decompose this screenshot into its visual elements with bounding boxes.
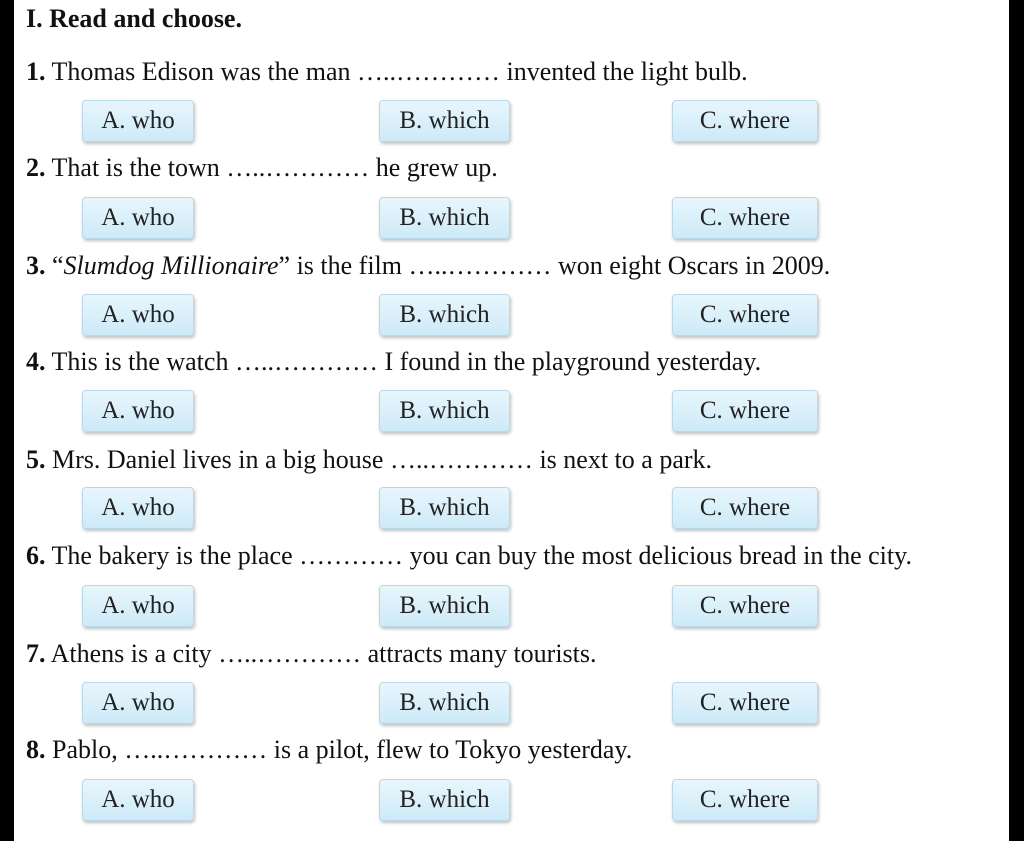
film-title: Slumdog Millionaire	[63, 251, 279, 280]
question-text-before: Pablo,	[52, 735, 118, 764]
question-text-after: he grew up.	[375, 153, 498, 182]
option-c-button[interactable]: C. where	[672, 585, 818, 627]
option-c-button[interactable]: C. where	[672, 100, 818, 142]
question-text-after: is next to a park.	[539, 445, 713, 474]
option-b-button[interactable]: B. which	[379, 197, 510, 239]
answer-blank: …..…………	[408, 251, 552, 280]
question-text-before: Thomas Edison was the man	[51, 57, 351, 86]
question-text-after: won eight Oscars in 2009.	[558, 251, 831, 280]
answer-blank: …..…………	[234, 347, 378, 376]
question-number: 2.	[26, 153, 46, 182]
question-7	[26, 639, 597, 669]
option-a-button[interactable]: A. who	[82, 197, 194, 239]
question-text-before: ” is the film	[278, 251, 403, 280]
question-number: 8.	[26, 735, 46, 764]
option-c-button[interactable]: C. where	[672, 682, 818, 724]
option-b-button[interactable]: B. which	[379, 390, 510, 432]
question-number: 7.	[26, 639, 46, 668]
option-b-button[interactable]: B. which	[379, 682, 510, 724]
question-number: 1.	[26, 57, 46, 86]
option-a-button[interactable]: A. who	[82, 390, 194, 432]
question-number: 3.	[26, 251, 46, 280]
question-5	[26, 445, 712, 475]
quote-open: “	[52, 251, 64, 280]
worksheet-page	[14, 0, 1009, 841]
question-1	[26, 57, 748, 87]
option-b-button[interactable]: B. which	[379, 779, 510, 821]
answer-blank: …..…………	[226, 153, 370, 182]
question-text-before: Athens is a city	[50, 639, 212, 668]
question-text-after: attracts many tourists.	[367, 639, 597, 668]
question-text-before: That is the town	[51, 153, 220, 182]
option-c-button[interactable]: C. where	[672, 779, 818, 821]
question-number: 4.	[26, 347, 46, 376]
option-a-button[interactable]: A. who	[82, 487, 194, 529]
option-b-button[interactable]: B. which	[379, 100, 510, 142]
option-c-button[interactable]: C. where	[672, 294, 818, 336]
question-2	[26, 153, 498, 183]
question-text-before: This is the watch	[51, 347, 229, 376]
answer-blank: …..…………	[124, 735, 268, 764]
option-b-button[interactable]: B. which	[379, 487, 510, 529]
question-text-after: I found in the playground yesterday.	[384, 347, 762, 376]
option-a-button[interactable]: A. who	[82, 100, 194, 142]
question-number: 6.	[26, 541, 46, 570]
section-title: I. Read and choose.	[26, 4, 242, 33]
option-a-button[interactable]: A. who	[82, 779, 194, 821]
answer-blank: …………	[299, 541, 404, 570]
question-6	[26, 541, 912, 571]
question-4	[26, 347, 761, 377]
question-3	[26, 251, 830, 281]
option-b-button[interactable]: B. which	[379, 294, 510, 336]
question-text-after: you can buy the most delicious bread in the city.	[409, 541, 912, 570]
option-c-button[interactable]: C. where	[672, 390, 818, 432]
answer-blank: …..…………	[218, 639, 362, 668]
question-text-before: Mrs. Daniel lives in a big house	[52, 445, 384, 474]
option-c-button[interactable]: C. where	[672, 197, 818, 239]
option-a-button[interactable]: A. who	[82, 585, 194, 627]
option-a-button[interactable]: A. who	[82, 682, 194, 724]
option-a-button[interactable]: A. who	[82, 294, 194, 336]
question-8	[26, 735, 632, 765]
option-c-button[interactable]: C. where	[672, 487, 818, 529]
question-text-after: invented the light bulb.	[506, 57, 748, 86]
answer-blank: …..…………	[389, 445, 533, 474]
option-b-button[interactable]: B. which	[379, 585, 510, 627]
question-number: 5.	[26, 445, 46, 474]
question-text-after: is a pilot, flew to Tokyo yesterday.	[273, 735, 633, 764]
answer-blank: …..…………	[356, 57, 500, 86]
question-text-before: The bakery is the place	[51, 541, 293, 570]
